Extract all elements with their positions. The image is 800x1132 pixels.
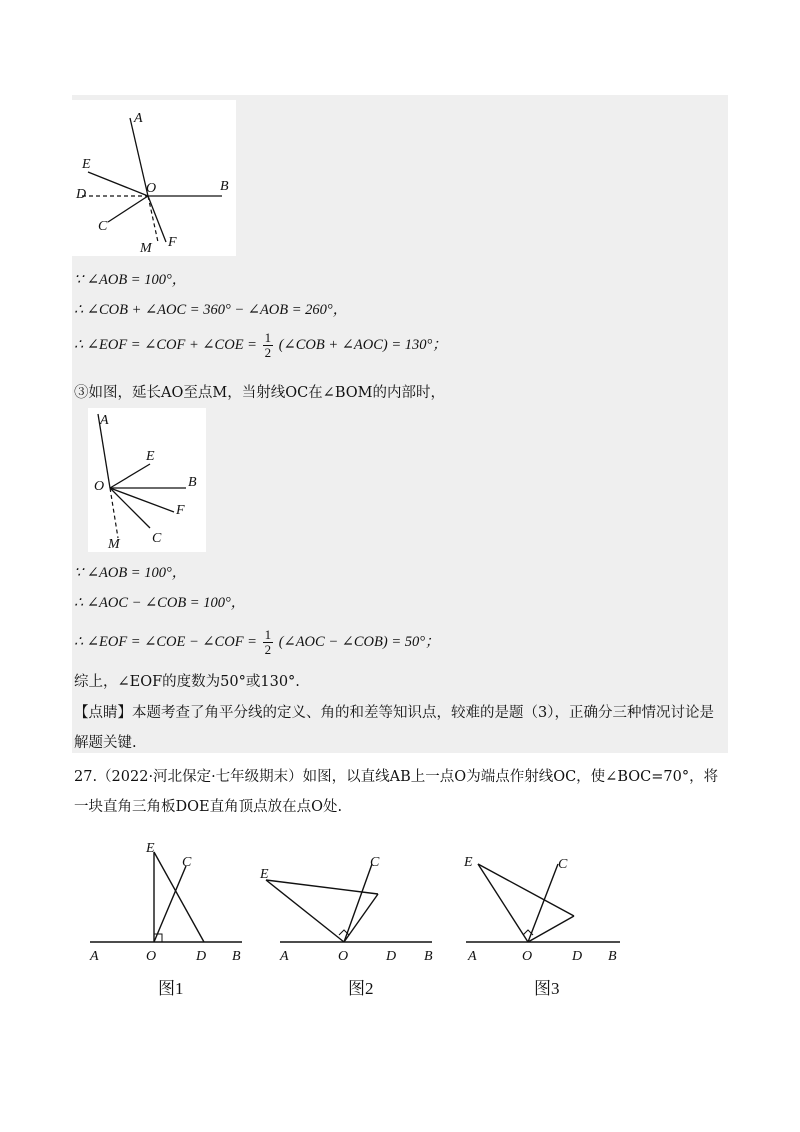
label-O: O xyxy=(338,949,349,964)
label-O: O xyxy=(146,949,157,964)
label-C: C xyxy=(152,531,162,546)
label-C: C xyxy=(98,219,108,234)
caption-fig2: 图2 xyxy=(348,979,374,998)
label-B: B xyxy=(232,949,241,964)
solution-line-6 xyxy=(74,628,440,657)
label-B: B xyxy=(424,949,433,964)
label-E: E xyxy=(146,449,155,464)
solution-line-2: ∴ ∠COB + ∠AOC = 360° − ∠AOB = 260°， xyxy=(74,302,348,318)
label-M: M xyxy=(108,537,120,552)
label-O: O xyxy=(94,479,105,494)
solution-comment: 【点睛】本题考查了角平分线的定义、角的和差等知识点，较难的是题（3），正确分三种情况讨论是解题关键. xyxy=(74,705,714,751)
caption-fig1: 图1 xyxy=(158,979,184,998)
label-C: C xyxy=(370,855,380,870)
solution-line-1: ∵ ∠AOB = 100°， xyxy=(74,272,187,288)
label-C: C xyxy=(558,857,568,872)
solution-line-6-left: ∴ ∠EOF = ∠COE − ∠COF = xyxy=(74,633,257,650)
label-B: B xyxy=(220,179,229,194)
solution-line-5: ∴ ∠AOC − ∠COB = 100°， xyxy=(74,595,246,611)
figure-row-bottom xyxy=(80,830,640,1010)
solution-line-6-right: (∠AOC − ∠COB) = 50°； xyxy=(278,633,440,650)
figure-3 xyxy=(463,855,620,998)
case-3-intro: ③如图，延长AO至点M，当射线OC在∠BOM的内部时， xyxy=(74,385,445,401)
label-M: M xyxy=(140,241,152,256)
label-E: E xyxy=(464,855,473,870)
label-O: O xyxy=(146,181,157,196)
problem-27-text: 27.（2022·河北保定·七年级期末）如图，以直线AB上一点O为端点作射线OC，使∠BOC=70°，将一块直角三角板DOE直角顶点放在点O处. xyxy=(74,769,719,815)
fraction-half: $\frac{1}{2}$ xyxy=(264,627,272,657)
label-F: F xyxy=(176,503,185,518)
label-A: A xyxy=(134,111,143,126)
label-O: O xyxy=(522,949,533,964)
label-A: A xyxy=(468,949,477,964)
label-A: A xyxy=(90,949,99,964)
label-D: D xyxy=(572,949,583,964)
label-F: F xyxy=(168,235,177,250)
label-B: B xyxy=(188,475,197,490)
label-E: E xyxy=(146,841,155,856)
label-D: D xyxy=(76,187,87,202)
solution-line-3-right: (∠COB + ∠AOC) = 130°； xyxy=(278,336,447,353)
label-A: A xyxy=(100,413,109,428)
label-E: E xyxy=(260,867,269,882)
label-D: D xyxy=(386,949,397,964)
solution-summary: 综上，∠EOF的度数为50°或130°. xyxy=(74,674,300,690)
solution-line-3 xyxy=(74,331,447,360)
fraction-half: $\frac{1}{2}$ xyxy=(264,330,272,360)
figure-1 xyxy=(89,841,242,998)
figure-middle xyxy=(88,408,206,552)
label-D: D xyxy=(196,949,207,964)
caption-fig3: 图3 xyxy=(534,979,560,998)
label-A: A xyxy=(280,949,289,964)
figure-2 xyxy=(259,855,433,998)
solution-line-3-left: ∴ ∠EOF = ∠COF + ∠COE = xyxy=(74,336,257,353)
label-C: C xyxy=(182,855,192,870)
solution-line-4: ∵ ∠AOB = 100°， xyxy=(74,565,187,581)
label-E: E xyxy=(82,157,91,172)
label-B: B xyxy=(608,949,617,964)
figure-top xyxy=(72,100,236,256)
